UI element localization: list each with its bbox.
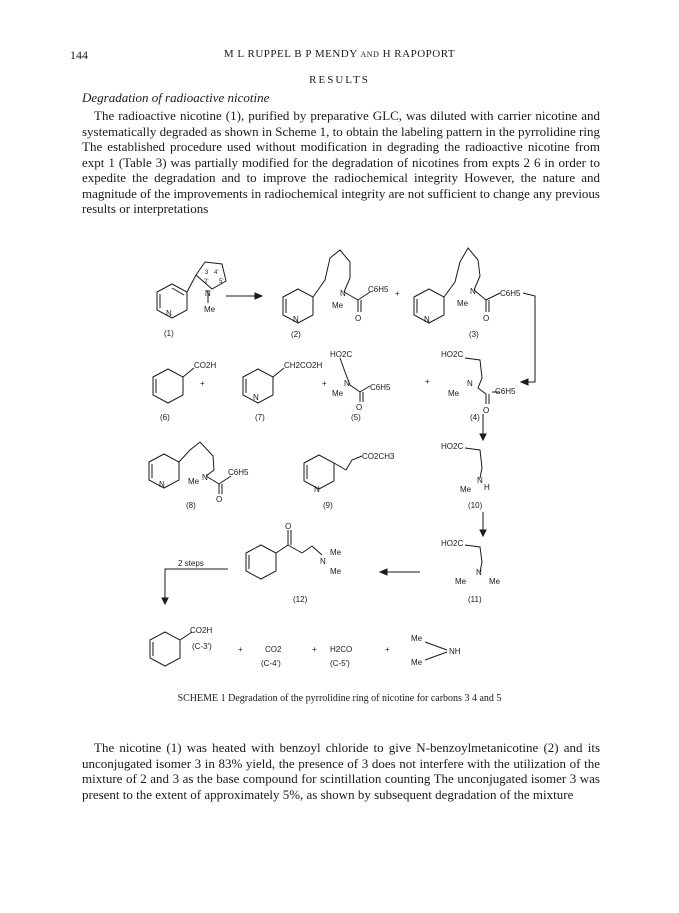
ring-position-3: 3: [205, 270, 209, 276]
plus-5-4: +: [425, 377, 430, 386]
methyl-12b: Me: [330, 567, 342, 576]
compound-label-2: (2): [291, 330, 301, 339]
plus-6-7: +: [200, 379, 205, 388]
compound-label-11: (11): [468, 595, 482, 604]
ring-position-4: 4': [214, 270, 219, 276]
pyridine-n-2: N: [293, 315, 299, 324]
dimethylamine-nh: NH: [449, 647, 461, 656]
phenyl-5: C6H5: [370, 383, 391, 392]
phenyl-2: C6H5: [368, 285, 389, 294]
compound-label-5: (5): [351, 413, 361, 422]
pyridine-n-3: N: [424, 315, 430, 324]
atom-n-10: N: [477, 476, 483, 485]
plus-h2co-amine: +: [385, 645, 390, 654]
methyl-3: Me: [457, 299, 469, 308]
carbonyl-o-12: O: [285, 522, 292, 531]
methyl-1: Me: [204, 305, 216, 314]
carbonyl-o-4: O: [483, 406, 490, 415]
carboxyl-10: HO2C: [441, 442, 464, 451]
n-hydrogen-10: H: [484, 483, 490, 492]
methyl-amine-b: Me: [411, 658, 423, 667]
methyl-5: Me: [332, 389, 344, 398]
carbon-label-c4: (C-4'): [261, 659, 281, 668]
acetic-acid-7: CH2CO2H: [284, 361, 323, 370]
carbonyl-o-3: O: [483, 314, 490, 323]
page-number: 144: [70, 48, 88, 62]
compound-label-7: (7): [255, 413, 265, 422]
methyl-8: Me: [188, 477, 200, 486]
methyl-11a: Me: [455, 577, 467, 586]
compound-label-9: (9): [323, 501, 333, 510]
carboxyl-11: HO2C: [441, 539, 464, 548]
phenyl-4: C6H5: [495, 387, 516, 396]
scheme-caption: SCHEME 1 Degradation of the pyrrolidine ring of nicotine for carbons 3 4 and 5: [177, 693, 502, 704]
methyl-amine-a: Me: [411, 634, 423, 643]
methyl-2: Me: [332, 301, 344, 310]
pyridine-n-9: N: [314, 485, 320, 494]
compound-label-4: (4): [470, 413, 480, 422]
pyridine-ring-6: [153, 369, 183, 403]
carboxyl-5: HO2C: [330, 350, 353, 359]
compound-label-1: (1): [164, 329, 174, 338]
plus-2-3: +: [395, 289, 400, 298]
ring-position-5: 5': [219, 279, 224, 285]
carbon-dioxide: CO2: [265, 645, 282, 654]
compound-label-8: (8): [186, 501, 196, 510]
plus-c3-co2: +: [238, 645, 243, 654]
methyl-10: Me: [460, 485, 472, 494]
ring-position-2: 2': [204, 279, 209, 285]
carbonyl-o-2: O: [355, 314, 362, 323]
atom-n-8: N: [202, 473, 208, 482]
compound-label-6: (6): [160, 413, 170, 422]
carbon-label-c3: (C-3'): [192, 642, 212, 651]
atom-n-11: N: [476, 568, 482, 577]
atom-n-2: N: [340, 289, 346, 298]
formaldehyde: H2CO: [330, 645, 353, 654]
paragraph-1: The radioactive nicotine (1), purified by preparative GLC, was diluted with carrier nicotine and systematically degraded as shown in Scheme 1, to obtain the labeling pattern in the pyrrolidine ring The established procedure used without modification in degrading the radioactive nicotine from expt 1 (Table 3) was partially modified for the degradation of nicotines from expts 2 6 in order to expedite the degradation and to improve the radiochemical integrity However, the nature and magnitude of the improvements in radiochemical integrity are not sufficient to change any previous results or interpretations: [82, 108, 600, 216]
compound-label-3: (3): [469, 330, 479, 339]
plus-co2-h2co: +: [312, 645, 317, 654]
carboxyl-c3: CO2H: [190, 626, 213, 635]
atom-n-5: N: [344, 379, 350, 388]
methyl-4: Me: [448, 389, 460, 398]
section-heading: RESULTS: [309, 74, 370, 86]
running-head: M L RUPPEL B P MENDY and H RAPOPORT: [223, 48, 456, 60]
atom-n-12: N: [320, 557, 326, 566]
phenyl-8: C6H5: [228, 468, 249, 477]
pyridine-n-1: N: [166, 309, 172, 318]
two-steps-label: 2 steps: [178, 559, 204, 568]
carboxyl-6: CO2H: [194, 361, 217, 370]
carboxyl-4: HO2C: [441, 350, 464, 359]
atom-n-1: N: [205, 289, 211, 298]
subsection-heading: Degradation of radioactive nicotine: [82, 90, 270, 105]
carbon-label-c5: (C-5'): [330, 659, 350, 668]
ester-9: CO2CH3: [362, 452, 395, 461]
pyridine-n-8: N: [159, 480, 165, 489]
compound-label-10: (10): [468, 501, 483, 510]
benzene-ring-c3: [150, 632, 180, 666]
carbonyl-o-8: O: [216, 495, 223, 504]
compound-label-12: (12): [293, 595, 308, 604]
pyridine-n-7: N: [253, 393, 259, 402]
pyridine-ring-1: [157, 284, 187, 318]
atom-n-3: N: [470, 287, 476, 296]
plus-7-5: +: [322, 379, 327, 388]
carbonyl-o-5: O: [356, 403, 363, 412]
methyl-11b: Me: [489, 577, 501, 586]
methyl-12a: Me: [330, 548, 342, 557]
paragraph-2: The nicotine (1) was heated with benzoyl chloride to give N-benzoylmetanicotine (2) and its unconjugated isomer 3 in 83% yield, the presence of 3 does not interfere with the utilization of the mixture of 2 and 3 as the base compound for scintillation counting The unconjugated isomer 3 was present to the extent of approximately 5%, as shown by subsequent degradation of the mixture: [82, 740, 600, 802]
pyridine-ring-9: [304, 455, 334, 489]
benzene-ring-12: [246, 545, 276, 579]
phenyl-3: C6H5: [500, 289, 521, 298]
atom-n-4: N: [467, 379, 473, 388]
